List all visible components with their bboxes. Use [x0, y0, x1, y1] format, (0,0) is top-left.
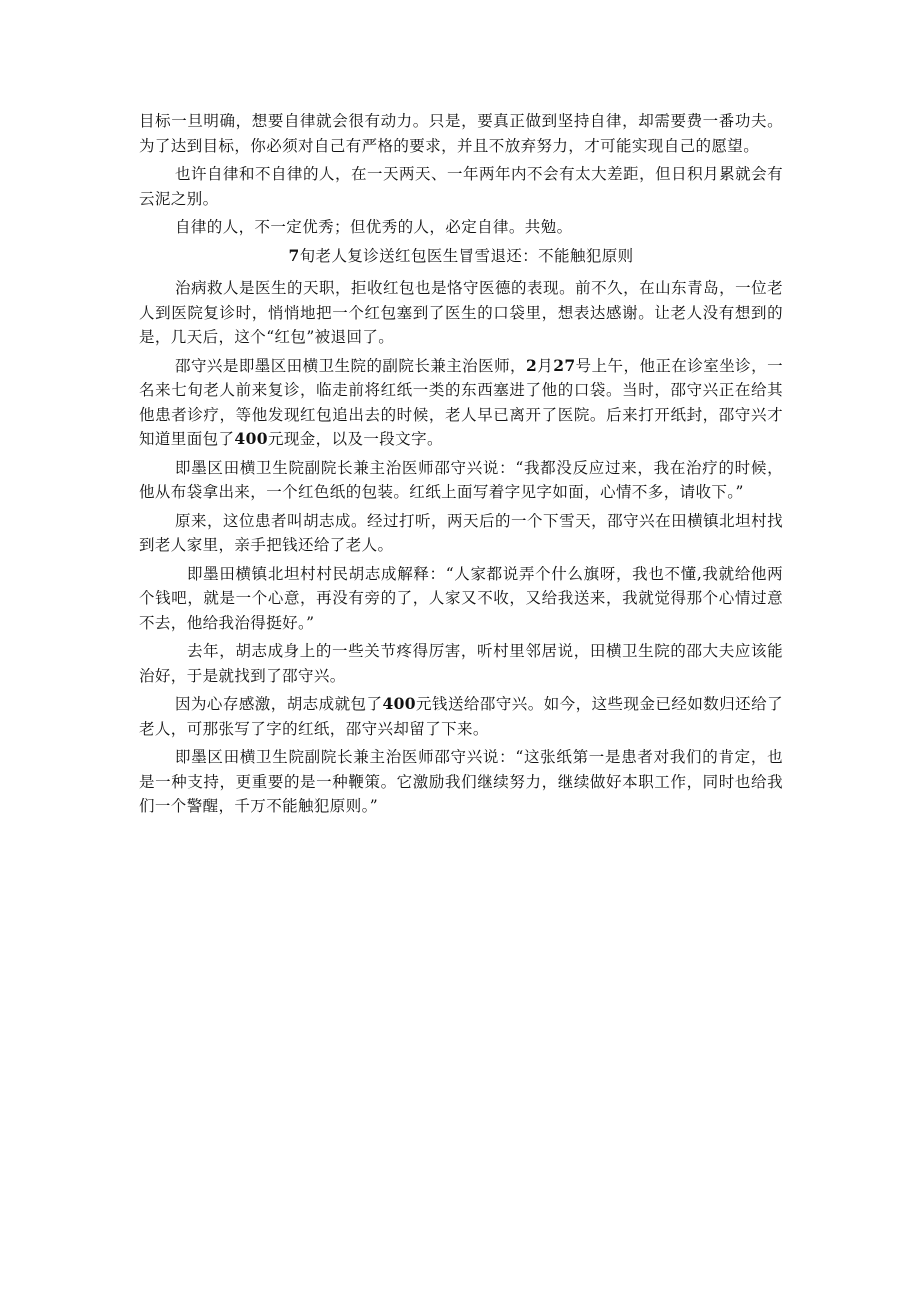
paragraph-patient-history: 去年，胡志成身上的一些关节疼得厉害，听村里邻居说，田横卫生院的邵大夫应该能治好，于是就找到了邵守兴。 — [139, 642, 783, 685]
paragraph-self-discipline-gap: 也许自律和不自律的人，在一天两天、一年两年内不会有太大差距，但日积月累就会有云泥之别。 — [139, 165, 783, 208]
paragraph-patient-found: 原来，这位患者叫胡志成。经过打听，两天后的一个下雪天，邵守兴在田横镇北坦村找到老人家里，亲手把钱还给了老人。 — [139, 511, 783, 554]
paragraph-doctor-background — [139, 354, 783, 452]
text-segment: 因为心存感激，胡志成就包了 — [175, 695, 383, 713]
text-segment: 号上午，他正在诊室坐诊，一名来七旬老人前来复诊，临走前将红纸一类的东西塞进了他的口袋。当时，邵守兴正在给其他患者诊疗，等他发现红包追出去的时候，老人早已离开了医院。后来打开纸封，邵守兴才知道里面包了 — [139, 356, 783, 448]
document-page — [139, 109, 783, 823]
text-segment: 月 — [537, 356, 554, 375]
text-segment: 元现金，以及一段文字。 — [267, 430, 443, 448]
text-segment: 元钱送给邵守兴。如今，这些现金已经如数归还给了老人，可那张写了字的红纸，邵守兴却留了下来。 — [139, 695, 783, 738]
title-number: 7 — [288, 245, 300, 265]
title-text: 旬老人复诊送红包医生冒雪退还：不能触犯原则 — [299, 246, 634, 265]
number-amount: 400 — [234, 429, 268, 448]
number-month: 2 — [526, 355, 538, 375]
paragraph-patient-quote: 即墨田横镇北坦村村民胡志成解释：“人家都说弄个什么旗呀，我也不懂,我就给他两个钱吧，就是一个心意，再没有旁的了，人家又不收，又给我送来，我就觉得那个心情过意不去，他给我治得挺好。” — [139, 564, 783, 632]
text-segment: 邵守兴是即墨区田横卫生院的副院长兼主治医师， — [175, 356, 526, 375]
paragraph-self-discipline-goal: 目标一旦明确，想要自律就会很有动力。只是，要真正做到坚持自律，却需要费一番功夫。为了达到目标，你必须对自己有严格的要求，并且不放弃努力，才可能实现自己的愿望。 — [139, 112, 783, 155]
paragraph-doctor-quote-1: 即墨区田横卫生院副院长兼主治医师邵守兴说：“我都没反应过来，我在治疗的时候，他从布袋拿出来，一个红色纸的包装。红纸上面写着字见字如面，心情不多，请收下。” — [139, 458, 783, 501]
paragraph-intro: 治病救人是医生的天职，拒收红包也是恪守医德的表现。前不久，在山东青岛，一位老人到医院复诊时，悄悄地把一个红包塞到了医生的口袋里，想表达感谢。让老人没有想到的是，几天后，这个“红包”被退回了。 — [139, 279, 783, 346]
paragraph-money-returned — [139, 692, 783, 741]
number-amount: 400 — [382, 694, 416, 713]
article-title — [139, 244, 783, 269]
paragraph-doctor-quote-2: 即墨区田横卫生院副院长兼主治医师邵守兴说：“这张纸第一是患者对我们的肯定，也是一种支持，更重要的是一种鞭策。它激励我们继续努力，继续做好本职工作，同时也给我们一个警醒，千万不能触犯原则。” — [139, 748, 783, 815]
paragraph-self-discipline-motto: 自律的人，不一定优秀；但优秀的人，必定自律。共勉。 — [175, 218, 573, 236]
number-day: 27 — [553, 355, 576, 375]
